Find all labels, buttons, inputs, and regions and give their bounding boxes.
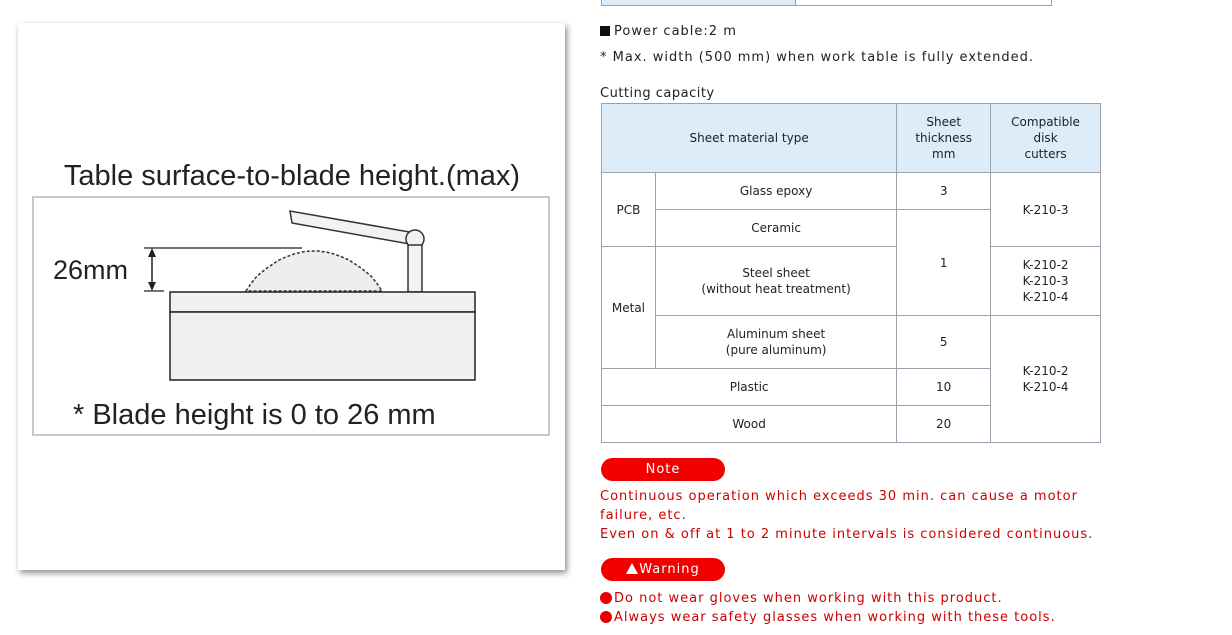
header-thickness-l2: thickness bbox=[915, 131, 973, 145]
cutters-other bbox=[991, 316, 1101, 443]
previous-table-shade bbox=[602, 0, 796, 5]
note-text bbox=[600, 487, 1093, 544]
header-thickness bbox=[897, 104, 991, 173]
cutters-metal-l1: K-210-2 bbox=[1022, 258, 1069, 272]
cutting-capacity-table bbox=[601, 103, 1101, 443]
header-cutters-l3: cutters bbox=[1024, 147, 1067, 161]
power-cable-line bbox=[600, 24, 737, 39]
blade-height-note: * Blade height is 0 to 26 mm bbox=[73, 399, 436, 431]
note-line-1: Continuous operation which exceeds 30 min. can cause a motor bbox=[600, 489, 1078, 504]
thickness-wood: 20 bbox=[897, 406, 991, 443]
material-glass-epoxy: Glass epoxy bbox=[655, 173, 896, 210]
cutters-pcb: K-210-3 bbox=[991, 173, 1101, 247]
thickness-aluminum: 5 bbox=[897, 316, 991, 369]
cutters-other-l2: K-210-4 bbox=[1022, 380, 1069, 394]
note-badge: Note bbox=[601, 458, 725, 481]
previous-table-bottom bbox=[601, 0, 1052, 6]
cutting-capacity-caption: Cutting capacity bbox=[600, 86, 715, 101]
material-ceramic: Ceramic bbox=[655, 210, 896, 247]
steel-sheet-l2: (without heat treatment) bbox=[701, 282, 851, 296]
note-line-3: Even on & off at 1 to 2 minute intervals is considered continuous. bbox=[600, 527, 1094, 542]
header-cutters-l2: disk bbox=[1033, 131, 1058, 145]
thickness-ceramic-steel: 1 bbox=[897, 210, 991, 316]
red-dot-icon bbox=[600, 592, 612, 604]
blade-height-diagram bbox=[18, 23, 565, 570]
steel-sheet-l1: Steel sheet bbox=[742, 266, 810, 280]
warning-triangle-icon bbox=[626, 563, 638, 574]
aluminum-sheet-l1: Aluminum sheet bbox=[726, 327, 826, 341]
header-cutters bbox=[991, 104, 1101, 173]
cutters-metal-l2: K-210-3 bbox=[1022, 274, 1069, 288]
table-row bbox=[602, 173, 1101, 210]
material-aluminum-sheet bbox=[655, 316, 896, 369]
material-plastic: Plastic bbox=[602, 369, 897, 406]
header-material: Sheet material type bbox=[602, 104, 897, 173]
cutters-other-l1: K-210-2 bbox=[1022, 364, 1069, 378]
aluminum-sheet-l2: (pure aluminum) bbox=[725, 343, 827, 357]
max-width-note: * Max. width (500 mm) when work table is fully extended. bbox=[600, 50, 1034, 65]
cutters-metal bbox=[991, 247, 1101, 316]
warning-label: Warning bbox=[639, 562, 700, 577]
group-metal: Metal bbox=[602, 247, 656, 369]
warning-line-1: Do not wear gloves when working with this product. bbox=[614, 591, 1003, 606]
material-steel-sheet bbox=[655, 247, 896, 316]
warning-text bbox=[600, 589, 1056, 627]
thickness-glass-epoxy: 3 bbox=[897, 173, 991, 210]
header-thickness-l1: Sheet bbox=[926, 115, 962, 129]
dimension-label: 26mm bbox=[53, 255, 129, 285]
table-row bbox=[602, 247, 1101, 316]
blade-height-figure bbox=[18, 23, 565, 570]
cutters-metal-l3: K-210-4 bbox=[1022, 290, 1069, 304]
figure-title: Table surface-to-blade height.(max) bbox=[63, 160, 521, 192]
table-row bbox=[602, 316, 1101, 369]
power-cable-text: Power cable:2 m bbox=[614, 24, 737, 39]
header-thickness-l3: mm bbox=[932, 147, 956, 161]
group-pcb: PCB bbox=[602, 173, 656, 247]
thickness-plastic: 10 bbox=[897, 369, 991, 406]
red-dot-icon bbox=[600, 611, 612, 623]
table-header-row bbox=[602, 104, 1101, 173]
guard-post bbox=[408, 245, 422, 292]
work-table-body bbox=[170, 312, 475, 380]
warning-badge bbox=[601, 558, 725, 581]
header-cutters-l1: Compatible bbox=[1011, 115, 1080, 129]
warning-line-2: Always wear safety glasses when working with these tools. bbox=[614, 610, 1056, 625]
black-square-icon bbox=[600, 26, 610, 36]
material-wood: Wood bbox=[602, 406, 897, 443]
work-table-top bbox=[170, 292, 475, 312]
note-line-2: failure, etc. bbox=[600, 508, 687, 523]
